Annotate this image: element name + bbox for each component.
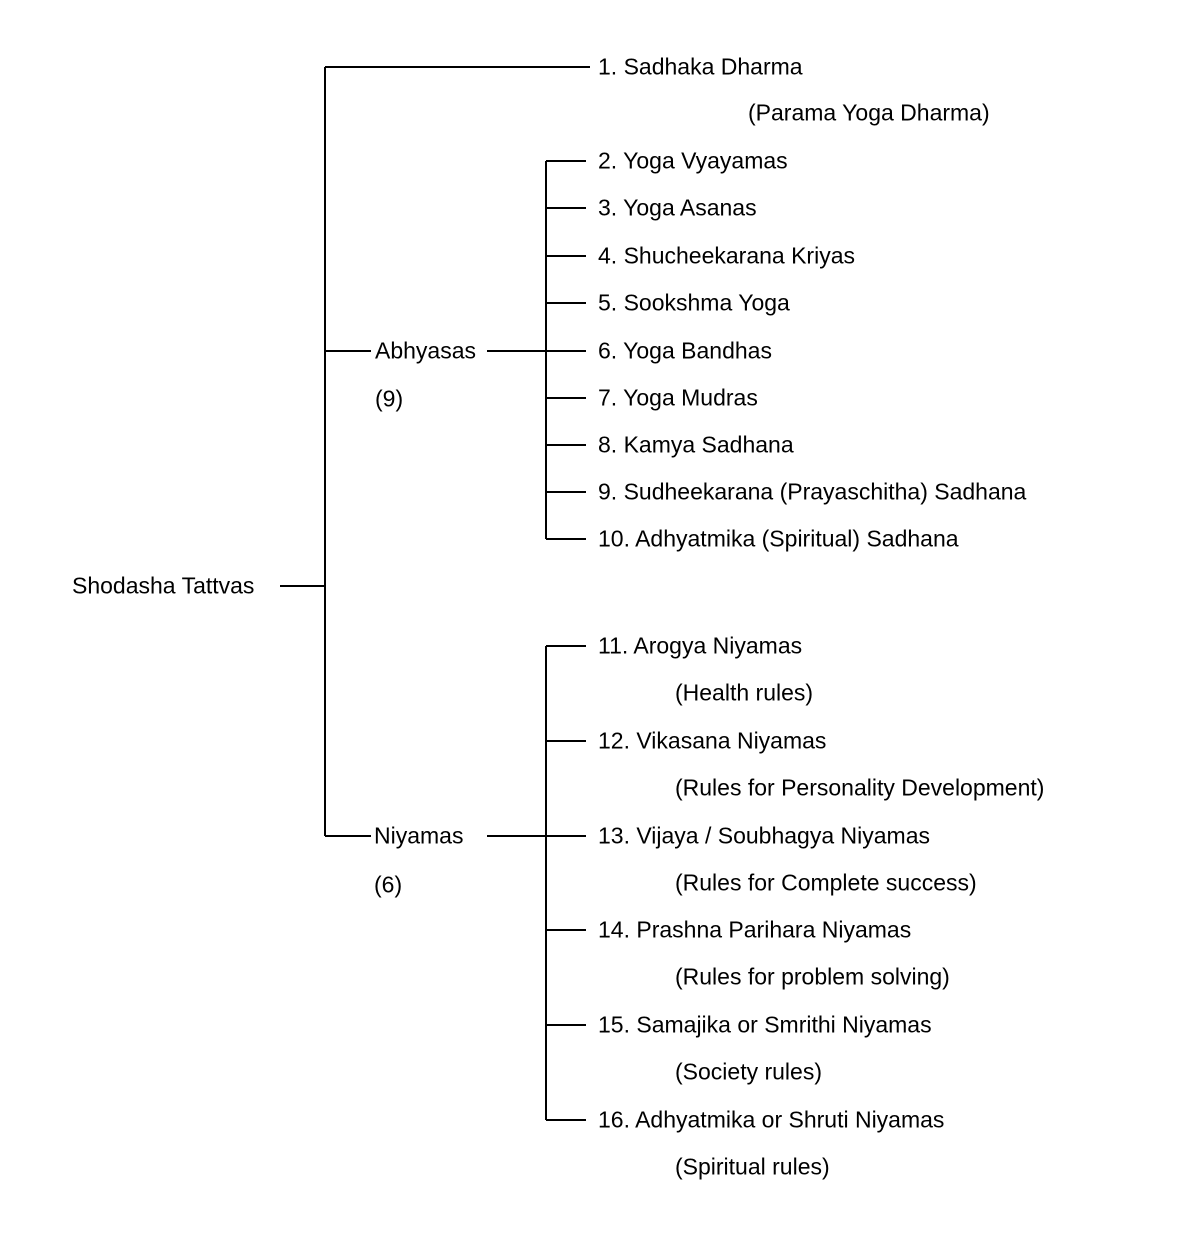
branch-niyamas-count: (6) [374,871,403,898]
tree-item-12-sublabel: (Rules for Personality Development) [675,774,1045,801]
tree-item-11-sublabel: (Health rules) [675,679,814,706]
tree-item-1-sublabel: (Parama Yoga Dharma) [748,99,990,126]
tree-item-15-sublabel: (Society rules) [675,1058,822,1085]
tree-item-16-sublabel: (Spiritual rules) [675,1153,830,1180]
tree-item-9: 9. Sudheekarana (Prayaschitha) Sadhana [598,478,1027,505]
tree-item-8: 8. Kamya Sadhana [598,431,794,458]
tree-item-13: 13. Vijaya / Soubhagya Niyamas [598,822,930,849]
tree-item-10: 10. Adhyatmika (Spiritual) Sadhana [598,525,959,552]
tree-item-4: 4. Shucheekarana Kriyas [598,242,855,269]
tree-item-14: 14. Prashna Parihara Niyamas [598,916,912,943]
tree-item-2: 2. Yoga Vyayamas [598,147,788,174]
tree-item-6: 6. Yoga Bandhas [598,337,772,364]
tree-item-12: 12. Vikasana Niyamas [598,727,827,754]
tree-item-14-sublabel: (Rules for problem solving) [675,963,950,990]
tree-item-16: 16. Adhyatmika or Shruti Niyamas [598,1106,945,1133]
tree-item-5: 5. Sookshma Yoga [598,289,790,316]
branch-abhyasas-label: Abhyasas [375,337,477,364]
branch-abhyasas-count: (9) [375,385,404,412]
tree-item-1: 1. Sadhaka Dharma [598,53,803,80]
tree-item-11: 11. Arogya Niyamas [598,632,803,659]
root-node-label: Shodasha Tattvas [72,572,255,599]
tree-item-15: 15. Samajika or Smrithi Niyamas [598,1011,932,1038]
tree-item-7: 7. Yoga Mudras [598,384,758,411]
branch-niyamas-label: Niyamas [374,822,464,849]
tree-item-13-sublabel: (Rules for Complete success) [675,869,977,896]
tree-item-3: 3. Yoga Asanas [598,194,757,221]
